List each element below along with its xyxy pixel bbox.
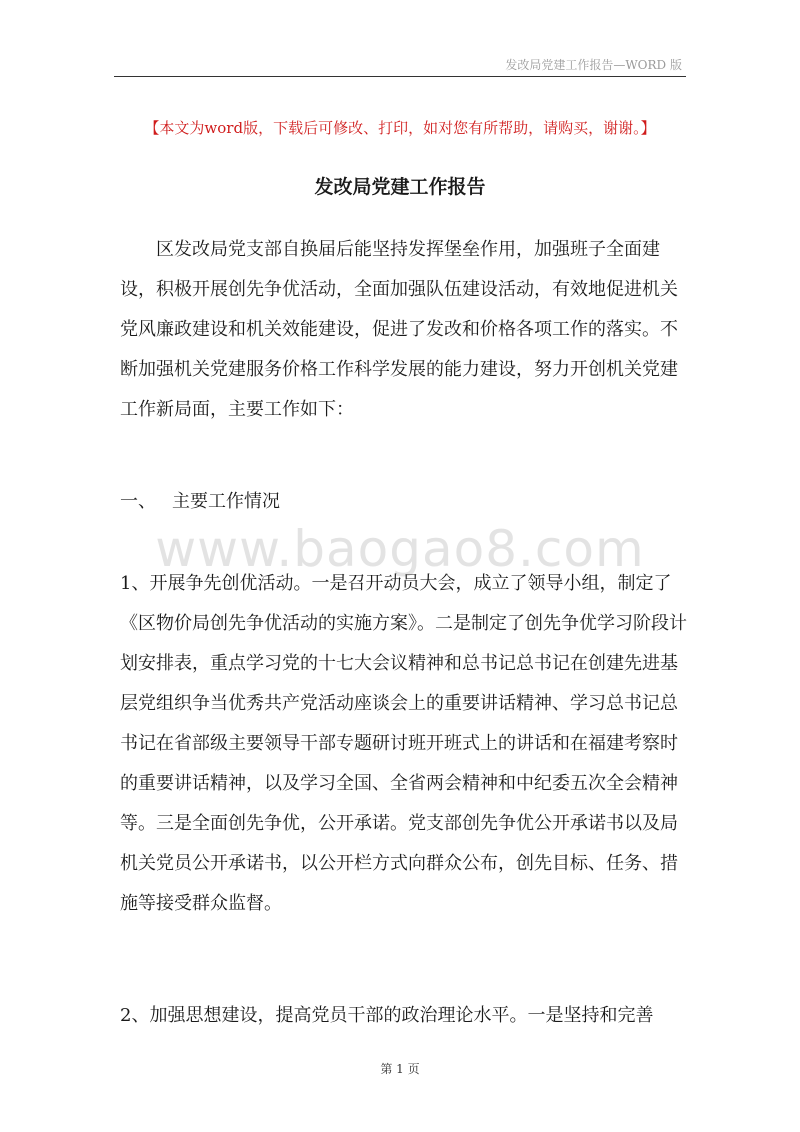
section-title: 主要工作情况 — [172, 491, 280, 512]
watermark: www.baogao8.com — [155, 520, 645, 578]
page-number: 第 1 页 — [380, 1062, 420, 1076]
running-header: 发改局党建工作报告—WORD 版 — [505, 58, 682, 72]
section-heading — [120, 482, 690, 522]
item-1-paragraph: 1、开展争先创优活动。一是召开动员大会，成立了领导小组，制定了《区物价局创先争优活动的实施方案》。二是制定了创先争优学习阶段计划安排表，重点学习党的十七大会议精神和总书记总书记在创建先进基层党组织争当优秀共产党活动座谈会上的重要讲话精神、学习总书记总书记在省部级主要领导干部专题研讨班开班式上的讲话和在福建考察时的重要讲话精神，以及学习全国、全省两会精神和中纪委五次全会精神等。三是全面创先争优，公开承诺。党支部创先争优公开承诺书以及局机关党员公开承诺书，以公开栏方式向群众公布，创先目标、任务、措施等接受群众监督。 — [120, 573, 687, 914]
download-notice: 【本文为word版，下载后可修改、打印，如对您有所帮助，请购买，谢谢。】 — [144, 119, 656, 137]
section-number: 一、 — [120, 491, 156, 512]
document-title: 发改局党建工作报告 — [314, 176, 486, 198]
intro-paragraph: 区发改局党支部自换届后能坚持发挥堡垒作用，加强班子全面建设，积极开展创先争优活动，全面加强队伍建设活动，有效地促进机关党风廉政建设和机关效能建设，促进了发改和价格各项工作的落实。不断加强机关党建服务价格工作科学发展的能力建设，努力开创机关党建工作新局面，主要工作如下： — [120, 239, 678, 420]
header-divider — [114, 76, 686, 77]
item-2-paragraph: 2、加强思想建设，提高党员干部的政治理论水平。一是坚持和完善 — [120, 1005, 654, 1026]
